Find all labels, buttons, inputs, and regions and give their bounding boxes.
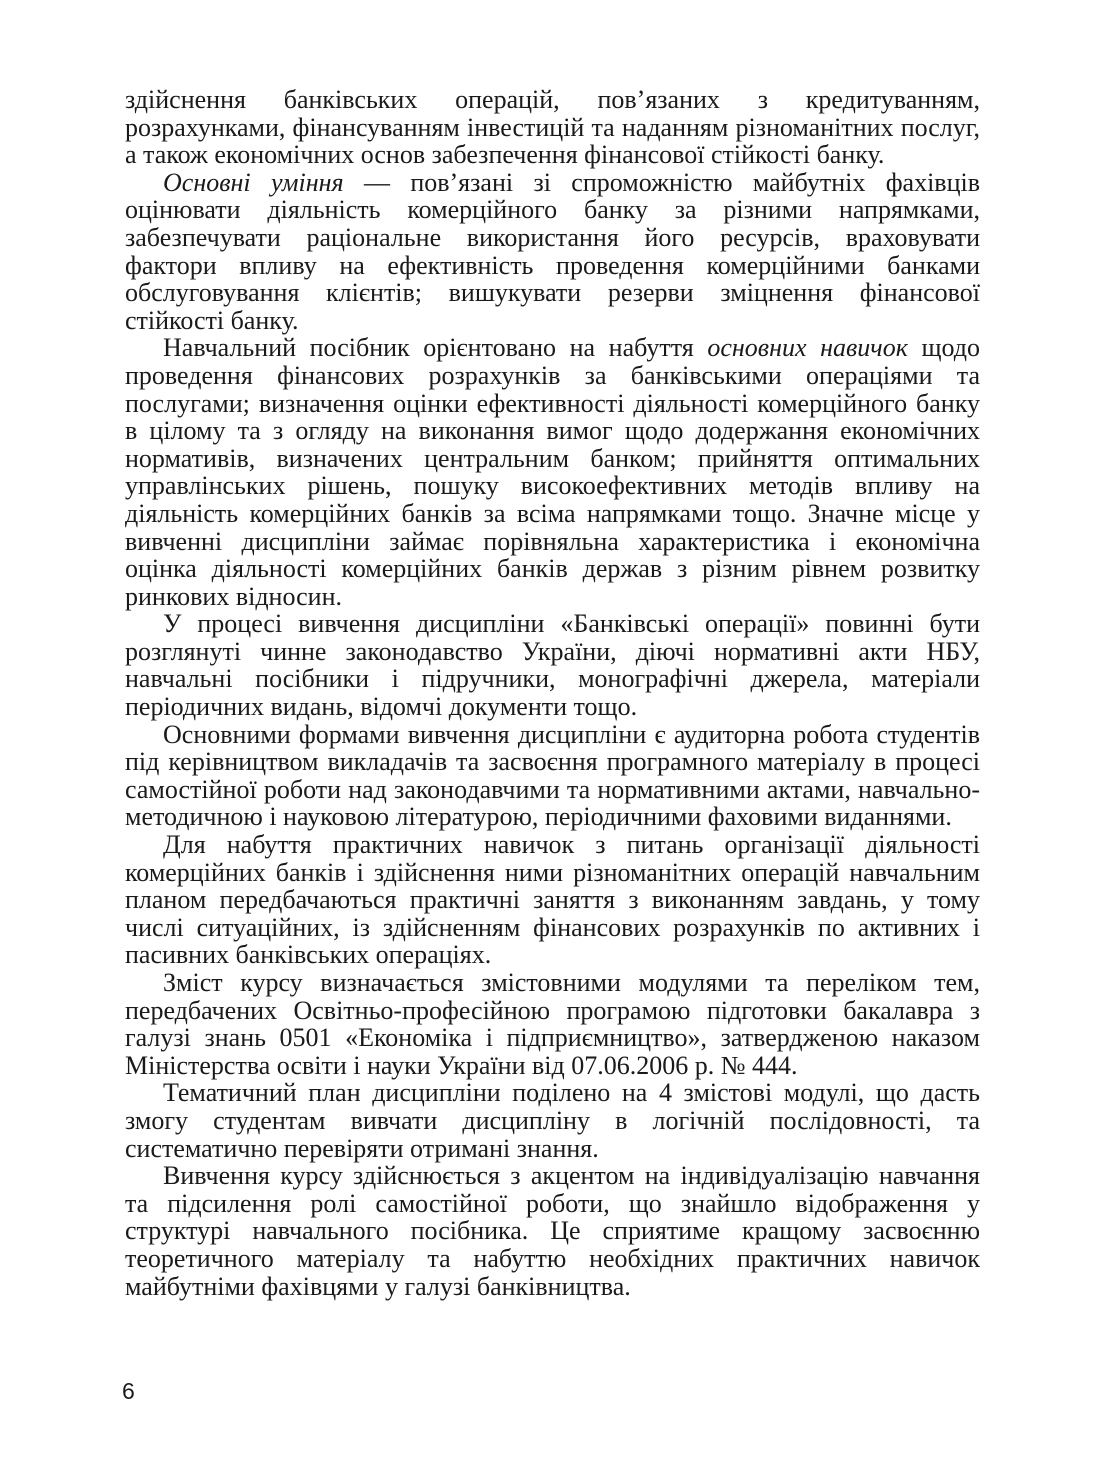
paragraph-text: — пов’язані зі спроможністю майбутніх фахівців оцінювати діяльність комерційного банку за різними напрямками, забезпечувати раціональне використання його ресурсів, враховувати фактори впливу на ефективність проведення комерційними банками обслуговування клієнтів; вишукувати резерви зміцнення фінансової стійкості банку. [125,167,981,335]
paragraph-text: Основними формами вивчення дисципліни є аудиторна робота студентів під керівництвом викладачів та засвоєння програмного матеріалу в процесі самостійної роботи над законодавчими та нормативними актами, навчально-методичною і науковою літературою, періодичними фаховими виданнями. [125,719,980,832]
paragraph-text: Зміст курсу визначається змістовними модулями та переліком тем, передбачених Освітньо-професійною програмою підготовки бакалавра з галузі знань 0501 «Економіка і підприємництво», затвердженою наказом Міністерства освіти і науки України від 07.06.2006 р. № 444. [125,968,980,1080]
paragraph-text: Для набуття практичних навичок з питань організації діяльності комерційних банків і здійснення ними різноманітних операцій навчальним планом передбачаються практичні заняття з виконанням завдань, у тому числі ситуаційних, із здійсненням фінансових розрахунків по активних і пасивних банківських операціях. [125,830,980,970]
paragraph-continuation [125,86,980,169]
paragraph-text: Навчальний посібник орієнтовано на набуття [163,333,708,363]
page-body [125,86,980,1300]
paragraph-text: Вивчення курсу здійснюється з акцентом на індивідуалізацію навчання та підсилення ролі самостійної роботи, що знайшло відображення у структурі навчального посібника. Це сприятиме кращому засвоєнню теоретичного матеріалу та набуттю необхідних практичних навичок майбутніми фахівцями у галузі банківництва. [125,1161,980,1301]
paragraph-text: здійснення банківських операцій, пов’язаних з кредитуванням, розрахунками, фінансуванням інвестицій та наданням різноманітних послуг, а також економічних основ забезпечення фінансової стійкості банку. [125,85,980,170]
paragraph-practical-skills [125,831,980,969]
paragraph-study-forms [125,721,980,831]
italic-term-basic-habits: основних навичок [707,333,908,363]
paragraph-course-content [125,969,980,1079]
paragraph-basic-skills [125,169,980,335]
paragraph-text: щодо проведення фінансових розрахунків за банківськими операціями та послугами; визначення оцінки ефективності діяльності комерційного банку в цілому та з огляду на виконання вимог щодо додержання економічних нормативів, визначених центральним банком; прийняття оптимальних управлінських рішень, пошуку високоефективних методів впливу на діяльність комерційних банків за всіма напрямками тощо. Значне місце у вивченні дисципліни займає порівняльна характеристика і економічна оцінка діяльності комерційних банків держав з різним рівнем розвитку ринкових відносин. [125,333,981,611]
paragraph-legislation [125,610,980,720]
paragraph-thematic-plan [125,1079,980,1162]
paragraph-text: У процесі вивчення дисципліни «Банківські операції» повинні бути розглянуті чинне законодавство України, діючі нормативні акти НБУ, навчальні посібники і підручники, монографічні джерела, матеріали періодичних видань, відомчі документи тощо. [125,609,980,722]
italic-term-basic-skills: Основні уміння [163,167,344,197]
paragraph-individualization [125,1162,980,1300]
paragraph-basic-habits [125,334,980,610]
paragraph-text: Тематичний план дисципліни поділено на 4 змістові модулі, що дасть змогу студентам вивчати дисципліну в логічній послідовності, та систематично перевіряти отримані знання. [125,1078,980,1163]
page-number: 6 [122,1378,135,1404]
